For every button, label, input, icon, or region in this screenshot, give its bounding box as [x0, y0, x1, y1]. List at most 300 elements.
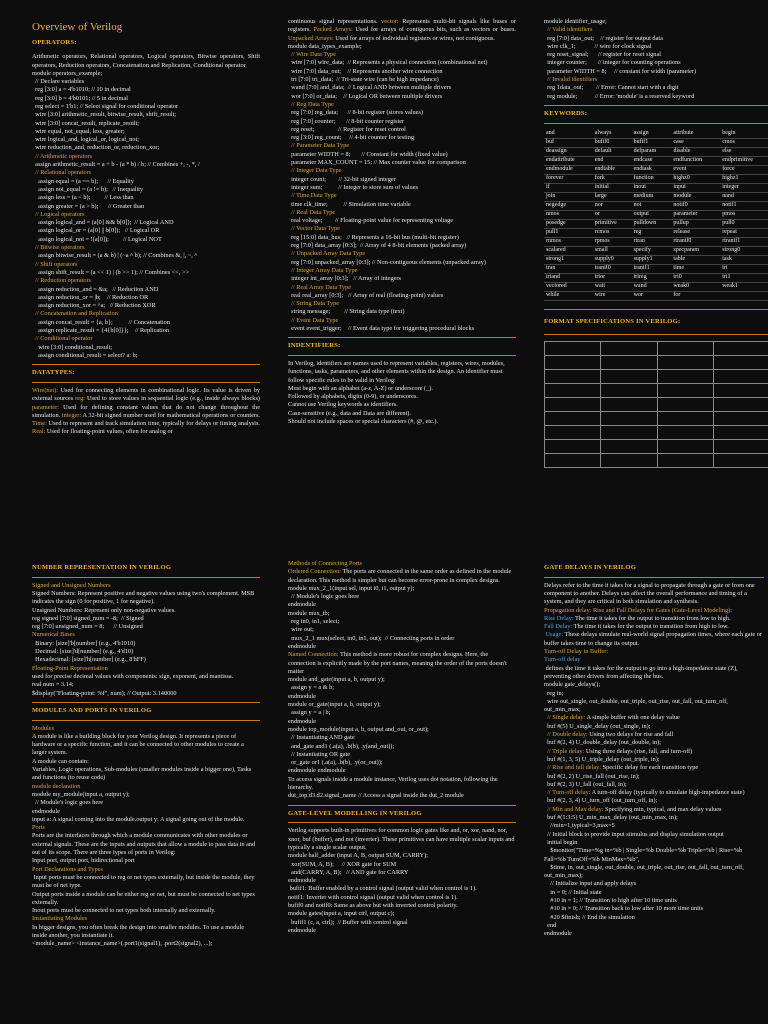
text-run: Specifying min, typical, and max delay values: [603, 805, 722, 813]
keyword-cell: wand: [632, 282, 672, 291]
text-line: reg reset_signal; // register for reset signal: [544, 51, 661, 59]
keyword-cell: endattribute: [544, 156, 593, 165]
divider: [544, 334, 768, 335]
divider: [32, 382, 260, 383]
format-heading: FORMAT SPECIFICATIONS IN VERILOG:: [544, 317, 681, 325]
text-run: // Instantiating AND gate: [288, 734, 355, 742]
keywords-table: [544, 130, 768, 301]
text-run: // Double delay:: [544, 731, 588, 739]
text-line: Should not include spaces or special characters (#, @, etc.).: [288, 418, 439, 426]
text-run: endmodule: [288, 717, 316, 725]
divider: [544, 123, 768, 124]
format-cell: [545, 342, 601, 356]
text-line: bufif1 (c, a, ctrl); // Buffer with control signal: [288, 918, 408, 926]
text-line: real voltage; // Floating-point value for representing voltage: [288, 217, 454, 225]
table-row: [545, 342, 768, 356]
text-run: Used for arrays of individual registers or wires, not contiguous.: [333, 34, 495, 42]
text-line: [544, 864, 764, 881]
gate-delays-heading: GATE DELAYS IN VERILOG: [544, 564, 637, 571]
keyword-cell: function: [632, 174, 672, 183]
text-run: Delays refer to the time it takes for a signal to propagate through a gate or from one component to another. Delays can affect the overall performance and timing of a system, and they are critical in both simulation and synthesis.: [544, 581, 757, 606]
text-line: [544, 797, 764, 805]
keyword-cell: weak1: [720, 282, 768, 291]
text-run: parameter:: [32, 403, 59, 411]
keyword-cell: end: [593, 156, 632, 165]
text-line: [288, 684, 516, 692]
text-line: module half_adder (input A, B, output SUM, CARRY);: [288, 852, 428, 860]
format-cell: [713, 342, 768, 356]
text-line: [288, 676, 516, 684]
keyword-cell: notif0: [671, 201, 720, 210]
format-cell: [657, 426, 713, 440]
format-cell: [657, 440, 713, 454]
keyword-cell: rpmos: [593, 237, 632, 246]
format-table: [544, 341, 768, 468]
keyword-cell: attribute: [671, 130, 720, 139]
keyword-cell: endprimitive: [720, 156, 768, 165]
text-run: Used for arrays of contiguous bits, such as vectors or buses.: [352, 26, 516, 34]
table-row: [544, 228, 768, 237]
format-cell: [601, 454, 657, 468]
keyword-cell: reg: [632, 228, 672, 237]
text-line: [288, 767, 516, 775]
text-line: Signed Numbers: Represent positive and negative values using two's complement. MSB indicates the sign (0 for positive, 1 for negative).: [32, 590, 256, 606]
text-run: module or_gate(input a, b, output y);: [288, 701, 381, 709]
table-row: [545, 384, 768, 398]
table-row: [544, 130, 768, 139]
text-line: Port Declarations and Types: [32, 865, 103, 873]
keyword-cell: highz1: [720, 174, 768, 183]
table-row: [545, 398, 768, 412]
format-cell: [657, 356, 713, 370]
text-line: reg [7:0] counter; // 8-bit counter register: [288, 117, 405, 125]
text-line: module declaration: [32, 782, 81, 790]
text-line: wor [7:0] or_data; // Logical OR between multiple drivers: [288, 92, 443, 100]
text-line: parameter MAX_COUNT = 15; // Max counter value for comparison: [288, 159, 466, 167]
text-line: module my_module(input a, output y);: [32, 790, 130, 798]
table-row: [545, 356, 768, 370]
text-line: [288, 560, 516, 568]
text-line: [288, 726, 516, 734]
text-run: assign y = a | b;: [288, 709, 331, 717]
format-cell: [713, 384, 768, 398]
keyword-cell: specify: [632, 246, 672, 255]
keyword-cell: cmos: [720, 138, 768, 147]
format-cell: [713, 454, 768, 468]
gate-delays-text: [544, 582, 764, 939]
text-line: module operators_example;: [32, 69, 103, 77]
text-line: // Module's logic goes here: [32, 799, 104, 807]
text-line: wire reduction_and, reduction_or, reduction_xor;: [32, 144, 160, 152]
text-line: wire equal, not_equal, less, greater;: [32, 127, 125, 135]
text-line: reg [15:0] data_bus; // Represents a 16-bit bus (multi-bit register): [288, 233, 459, 241]
table-row: [544, 192, 768, 201]
text-line: Instantiating Modules: [32, 915, 88, 923]
text-run: module gate_delays();: [544, 681, 601, 689]
text-line: [288, 593, 516, 601]
keywords-heading: KEYWORDS:: [544, 109, 588, 117]
text-line: tri [7:0] tri_data; // Tri-state wire (can be high impedance): [288, 76, 439, 84]
text-line: // Real Array Data Type: [288, 283, 352, 291]
identifiers-text: [288, 360, 516, 426]
text-line: Followed by alphabets, digits (0-9), or underscores.: [288, 393, 418, 401]
keyword-cell: endfunction: [671, 156, 720, 165]
divider: [544, 577, 764, 578]
text-line: // Time Data Type: [288, 192, 337, 200]
keyword-cell: force: [720, 165, 768, 174]
text-line: [544, 889, 764, 897]
column-3: [544, 18, 768, 1008]
text-run: Rise Delay:: [544, 614, 574, 622]
text-line: reg module; // Error: 'module' is a reserved keyword: [544, 92, 695, 100]
format-cell: [657, 370, 713, 384]
format-cell: [657, 384, 713, 398]
text-line: used for precise decimal values with components: sign, exponent, and mantissa.: [32, 672, 234, 680]
text-line: [288, 651, 516, 676]
keyword-cell: scalared: [544, 246, 593, 255]
text-line: Inout ports must be connected to net types both internally and externally.: [32, 907, 216, 915]
text-line: // String Data Type: [288, 300, 340, 308]
text-line: [288, 568, 516, 585]
text-line: wire [3:0] conditional_result;: [32, 343, 113, 351]
text-run: initial begin: [544, 838, 578, 846]
gate-level-heading: GATE-LEVEL MODELLING IN VERILOG: [288, 809, 422, 817]
keyword-cell: pull1: [544, 228, 593, 237]
table-row: [545, 370, 768, 384]
text-run: buf #(2, 3) U_fall (out_fall, in);: [544, 780, 627, 788]
text-line: In Verilog, identifiers are names used to represent variables, registers, wires, modules, functions, tasks, parameters, and other elements within the design. An identifier must follow specific rules to be valid in Verilog:: [288, 359, 507, 384]
identifier-code: [544, 18, 768, 101]
text-line: // Real Data Type: [288, 208, 336, 216]
text-run: #10 in = 1; // Transition to high after 10 time units: [544, 896, 677, 904]
text-run: dut_top.d3.d2.signal_name // Access a signal inside the dut_2 module: [288, 792, 464, 800]
text-line: endmodule: [288, 926, 316, 934]
text-line: assign less = (a < b); // Less than: [32, 194, 134, 202]
text-run: // Module's logic goes here: [288, 593, 360, 601]
text-line: Input port, output port, bidirectional port: [32, 857, 135, 865]
keyword-cell: strong1: [544, 255, 593, 264]
table-row: [544, 138, 768, 147]
format-cell: [713, 426, 768, 440]
keyword-cell: else: [720, 147, 768, 156]
divider: [544, 309, 768, 310]
text-run: A 32-bit signed number used for mathematical operations or counters.: [81, 411, 260, 419]
text-run: #20 $finish; // End the simulation: [544, 913, 635, 921]
text-line: [544, 839, 764, 847]
keyword-cell: strong0: [720, 246, 768, 255]
text-line: assign shift_result = (a << 1) | (b >> 1); // Combines <<, >>: [32, 268, 190, 276]
text-line: [544, 631, 764, 648]
text-run: Used to represent and track simulation time, typically for delays or timing analysis.: [46, 420, 260, 428]
text-line: wire [3:0] arithmetic_result, bitwise_result, shift_result;: [32, 111, 177, 119]
text-run: reg in0, in1, select;: [288, 618, 340, 626]
text-run: Ordered Connection:: [288, 568, 341, 576]
text-run: Used to store values in sequential logic (e.g., inside always blocks): [84, 395, 260, 403]
keyword-cell: forever: [544, 174, 593, 183]
text-run: The ports are connected in the same order as defined in the module declaration. This method is simpler but can become error-prone in complex designs.: [288, 568, 513, 584]
text-line: Binary: [size]'b[number] (e.g., 4'b1010): [32, 639, 136, 647]
text-line: // Bitwise operators: [32, 244, 85, 252]
keyword-cell: specparam: [671, 246, 720, 255]
format-cell: [545, 398, 601, 412]
text-run: Used for defining constant values that do not change throughout the simulation.: [32, 403, 260, 419]
text-run: or_gate or1 (.a(a), .b(b), .y(or_out));: [288, 759, 383, 767]
keyword-cell: tri0: [671, 273, 720, 282]
keyword-cell: tri1: [720, 273, 768, 282]
text-line: reg [7:0] data_array [0:3]; // Array of 4 8-bit elements (packed array): [288, 242, 467, 250]
text-run: module and_gate(input a, b, output y);: [288, 676, 385, 684]
keyword-cell: wor: [632, 291, 672, 300]
text-line: [544, 723, 764, 731]
format-cell: [713, 412, 768, 426]
text-run: endmodule: [288, 692, 316, 700]
text-run: Specific delay for each transition type: [601, 764, 699, 772]
keyword-cell: pullup: [671, 219, 720, 228]
text-line: bufif1: Buffer enabled by a control signal (output valid when control is 1).: [288, 885, 477, 893]
page-title: Overview of Verilog: [32, 21, 123, 33]
text-run: wire out;: [288, 626, 314, 634]
text-line: wand [7:0] and_data; // Logical AND between multiple drivers: [288, 84, 452, 92]
divider: [544, 105, 768, 106]
format-cell: [601, 356, 657, 370]
text-run: Used for floating-point values, often for analog or: [45, 428, 173, 436]
text-line: [544, 615, 764, 623]
keyword-cell: for: [671, 291, 720, 300]
text-line: Output ports inside a module can be either reg or net, but must be connected to net types externally.: [32, 890, 257, 906]
table-row: [544, 282, 768, 291]
text-run: buf #(2, 3, 4) U_turn_off (out_turn_off, in);: [544, 797, 658, 805]
text-run: // Turn-off delay:: [544, 789, 591, 797]
text-line: real real_array [0:3]; // Array of real (floating-point) values: [288, 291, 444, 299]
keyword-cell: negedge: [544, 201, 593, 210]
text-run: These delays simulate real-world signal propagation times, where each gate or buffer takes time to change its output.: [544, 631, 764, 647]
format-cell: [545, 370, 601, 384]
text-run: integer:: [61, 411, 82, 419]
table-row: [544, 174, 768, 183]
divider: [288, 805, 516, 806]
text-line: assign equal = (a == b); // Equality: [32, 177, 134, 185]
text-line: wire clk_1; // wire for clock signal: [544, 42, 652, 50]
keyword-cell: if: [544, 183, 593, 192]
text-run: buf #(1:3:5) U_min_max_delay (out_min_max, in);: [544, 814, 678, 822]
text-run: endmodule: [288, 601, 316, 609]
text-run: reg:: [75, 395, 85, 403]
keyword-cell: nor: [593, 201, 632, 210]
text-line: Signed and Unsigned Numbers: [32, 581, 111, 589]
table-row: [544, 165, 768, 174]
keyword-cell: [720, 291, 768, 300]
text-run: assign y = a & b;: [288, 684, 335, 692]
format-cell: [545, 384, 601, 398]
text-line: reg [3:0] reg_count; // 4-bit counter for testing: [288, 134, 415, 142]
text-line: time clk_time; // Simulation time variable: [288, 200, 411, 208]
text-run: mux_2_1 mux(select, in0, in1, out); // Connecting ports in order: [288, 634, 455, 642]
keyword-cell: defparam: [632, 147, 672, 156]
text-line: endmodule: [32, 807, 60, 815]
datatypes-code: [288, 43, 516, 333]
text-line: Variables, Logic operations, Sub-modules (smaller modules inside a bigger one), Tasks and functions (to reuse code): [32, 766, 253, 782]
text-line: [288, 693, 516, 701]
text-run: //min=1,typical=3,max=5: [544, 822, 615, 830]
text-line: integer int_array [0:3]; // Array of integers: [288, 275, 401, 283]
text-run: Real:: [32, 428, 46, 436]
divider: [288, 355, 516, 356]
methods-section: [288, 560, 516, 801]
text-run: module top_module(input a, b, output and_out, or_out);: [288, 725, 429, 733]
format-cell: [545, 440, 601, 454]
text-run: Propagation delay: Rise and Fall Delays for Gates (Gate-Level Modeling):: [544, 606, 732, 614]
text-line: wire logical_and, logical_or, logical_not;: [32, 136, 139, 144]
text-line: [288, 610, 516, 618]
text-run: endmodule: [544, 930, 572, 938]
text-run: reg in;: [544, 689, 564, 697]
datatypes-intro: [288, 18, 516, 43]
format-cell: [545, 454, 601, 468]
text-run: // Instantiating OR gate: [288, 750, 351, 758]
text-run: Unpacked Arrays:: [288, 34, 334, 42]
format-cell: [601, 398, 657, 412]
text-line: assign replicate_result = {4{b[0]}}; // Replication: [32, 327, 170, 335]
text-run: Named Connection:: [288, 651, 339, 659]
column-2: [288, 18, 516, 1008]
text-line: reg 1data_out; // Error: Cannot start with a digit: [544, 84, 679, 92]
keyword-cell: posedge: [544, 219, 593, 228]
table-row: [544, 219, 768, 228]
text-line: Decimal: [size]'d[number] (e.g., 4'd10): [32, 648, 134, 656]
keyword-cell: wire: [593, 291, 632, 300]
format-cell: [601, 384, 657, 398]
text-line: // Integer Data Type: [288, 167, 342, 175]
text-line: Ports are the interfaces through which a module communicates with other modules or external signals. These are the inputs and outputs that allow a module to pass data in and out of its scope. There are three types of ports in Verilog:: [32, 832, 257, 857]
text-run: Turn-off Delay in Buffer:: [544, 648, 609, 656]
text-line: [544, 731, 764, 739]
keyword-cell: nand: [720, 192, 768, 201]
text-run: end: [544, 921, 557, 929]
table-row: [545, 440, 768, 454]
text-run: module mux_2_1(input sel, input i0, i1, output y);: [288, 584, 415, 592]
text-line: [288, 585, 516, 593]
text-line: [544, 739, 764, 747]
text-line: [544, 681, 764, 689]
text-line: Must begin with an alphabet (a-z, A-Z) or underscore (_).: [288, 384, 433, 392]
table-row: [544, 147, 768, 156]
keyword-cell: tranif0: [593, 264, 632, 273]
keyword-cell: rcmos: [593, 228, 632, 237]
modules-section: [32, 725, 260, 949]
text-line: reg reset; // Register for reset control: [288, 125, 406, 133]
text-line: $display("Floating-point: %f", num); // Output: 3.140000: [32, 689, 177, 697]
text-line: [544, 922, 764, 930]
text-line: [288, 743, 516, 751]
text-run: The time it takes for the output to transition from low to high.: [573, 614, 731, 622]
keyword-cell: endtask: [632, 165, 672, 174]
text-run: // Triple delay:: [544, 747, 585, 755]
keyword-cell: while: [544, 291, 593, 300]
text-line: assign logical_and = (a[0] && b[0]); // Logical AND: [32, 219, 174, 227]
text-line: [288, 734, 516, 742]
text-line: module identifier_usage;: [544, 18, 607, 25]
table-row: [544, 210, 768, 219]
text-line: In bigger designs, you often break the design into smaller modules. To use a module inside another, you instantiate it.: [32, 923, 246, 939]
text-line: input a: A signal coming into the module.output y: A signal going out of the module.: [32, 815, 245, 823]
text-line: [288, 635, 516, 643]
keyword-cell: rtran: [632, 237, 672, 246]
keyword-cell: trior: [593, 273, 632, 282]
keyword-cell: rtranif0: [671, 237, 720, 246]
text-run: #10 in = 0; // Transition back to low after 10 more time units: [544, 905, 704, 913]
text-line: A module can contain:: [32, 757, 89, 765]
text-run: endmodule: [288, 642, 316, 650]
text-line: bufif0 and notif0: Same as above but with inverted control polarity.: [288, 901, 458, 909]
keyword-cell: small: [593, 246, 632, 255]
keyword-cell: tran: [544, 264, 593, 273]
keyword-cell: weak0: [671, 282, 720, 291]
text-line: integer count; // 32-bit signed integer: [288, 175, 396, 183]
text-run: Wire(net):: [32, 386, 58, 394]
text-line: [544, 905, 764, 913]
table-row: [544, 264, 768, 273]
keyword-cell: disable: [671, 147, 720, 156]
text-line: [544, 789, 764, 797]
text-run: Time:: [32, 420, 47, 428]
divider: [32, 364, 260, 365]
text-line: [544, 582, 764, 607]
text-line: [544, 665, 764, 682]
text-run: Used for connecting elements in combinational logic. Its value is driven by external sources: [32, 386, 260, 403]
keyword-cell: parameter: [671, 210, 720, 219]
text-line: // Invalid identifiers: [544, 76, 598, 84]
text-line: // Event Data Type: [288, 316, 339, 324]
keyword-cell: task: [720, 255, 768, 264]
keyword-cell: default: [593, 147, 632, 156]
text-run: $monitor("Time=%g in=%b | Single=%b Double=%b Triple=%b | Rise=%b Fall=%b TurnOff=%b MinMax=%b",: [544, 847, 744, 863]
keyword-cell: module: [671, 192, 720, 201]
text-line: [544, 831, 764, 839]
text-line: Modules: [32, 724, 55, 732]
keyword-cell: pulldown: [632, 219, 672, 228]
text-line: // Arithmetic operators: [32, 152, 93, 160]
text-line: [544, 847, 764, 864]
text-run: buf #(2, 2) U_rise_fall (out_rise, in);: [544, 772, 640, 780]
table-row: [544, 201, 768, 210]
text-line: real num = 3.14;: [32, 681, 74, 689]
text-line: [544, 814, 764, 822]
text-run: Represents multi-bit signals like buses or registers.: [288, 18, 516, 34]
text-run: // Min and Max delay:: [544, 805, 604, 813]
keyword-cell: pull0: [720, 219, 768, 228]
text-line: and(CARRY, A, B); // AND gate for CARRY: [288, 868, 409, 876]
keyword-cell: fork: [593, 174, 632, 183]
keyword-cell: or: [593, 210, 632, 219]
keyword-cell: buf: [544, 138, 593, 147]
text-run: buf #(1, 3, 5) U_triple_delay (out_triple, in);: [544, 755, 660, 763]
text-line: // Concatenation and Replication: [32, 310, 118, 318]
number-section: [32, 582, 260, 698]
keyword-cell: rnmos: [544, 237, 593, 246]
keyword-cell: release: [671, 228, 720, 237]
text-line: // Integer Array Data Type: [288, 266, 358, 274]
text-line: [288, 709, 516, 717]
text-run: and_gate and1 (.a(a), .b(b), .y(and_out));: [288, 742, 395, 750]
keyword-cell: endtable: [593, 165, 632, 174]
table-row: [545, 426, 768, 440]
text-line: integer sum; // Integer to store sum of values: [288, 183, 418, 191]
table-row: [544, 291, 768, 300]
text-line: wire [3:0] concat_result, replicate_result;: [32, 119, 140, 127]
divider: [32, 577, 260, 578]
text-line: reg [7:0] unsigned_num = 8; // Unsigned: [32, 623, 143, 631]
text-line: // Conditional operator: [32, 335, 93, 343]
